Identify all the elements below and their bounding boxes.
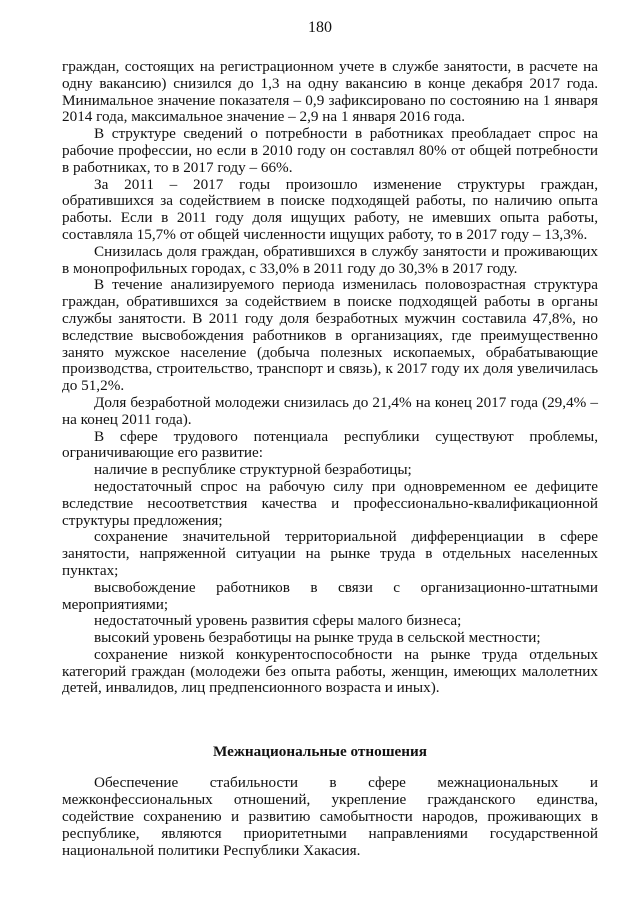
section-text xyxy=(62,774,598,859)
section-paragraph: Обеспечение стабильности в сфере межнациональных и межконфессиональных отношений, укрепление гражданского единства, содействие сохранению и развитию самобытности народов, проживающих в республике, являются приоритетными направлениями государственной национальной политики Республики Хакасия. xyxy=(62,774,598,859)
problem-item-competitiveness: сохранение низкой конкурентоспособности на рынке труда отдельных категорий граждан (молодежи без опыта работы, женщин, имеющих малолетних детей, инвалидов, лиц предпенсионного возраста и иных). xyxy=(62,645,598,697)
paragraph-monotowns: Снизилась доля граждан, обратившихся в службу занятости и проживающих в монопрофильных городах, с 33,0% в 2011 году до 30,3% в 2017 году. xyxy=(62,242,598,277)
problem-item-layoffs: высвобождение работников в связи с организационно-штатными мероприятиями; xyxy=(62,578,598,613)
body-text xyxy=(62,59,598,697)
paragraph-continuation: граждан, состоящих на регистрационном учете в службе занятости, в расчете на одну вакансию) снизился до 1,3 на одну вакансию в конце декабря 2017 года. Минимальное значение показателя – 0,9 зафиксировано по состоянию на 1 января 2014 года, максимальное значение – 2,9 на 1 января 2016 года. xyxy=(62,58,598,126)
paragraph-age-gender: В течение анализируемого периода изменилась половозрастная структура граждан, обратившихся за содействием в поиске подходящей работы в органы службы занятости. В 2011 году доля безработных мужчин составила 47,8%, но вследствие высвобождения работников в организациях, где преимущественно занято мужское население (добыча полезных ископаемых, обрабатывающие производства, строительство, транспорт и связь), к 2017 году их доля увеличилась до 51,2%. xyxy=(62,276,598,395)
paragraph-problems-intro: В сфере трудового потенциала республики существуют проблемы, ограничивающие его развитие: xyxy=(62,427,598,462)
problem-item-rural-unemployment: высокий уровень безработицы на рынке труда в сельской местности; xyxy=(94,629,541,647)
problem-item-labor-demand: недостаточный спрос на рабочую силу при одновременном ее дефиците вследствие несоответствия качества и профессионально-квалификационной структуры предложения; xyxy=(62,477,598,529)
page-number: 180 xyxy=(308,19,332,36)
paragraph-experience-structure: За 2011 – 2017 годы произошло изменение структуры граждан, обратившихся за содействием в поиске подходящей работы, по наличию опыта работы. Если в 2011 году доля ищущих работу, не имевших опыта работы, составляла 15,7% от общей численности ищущих работу, то в 2017 году – 13,3%. xyxy=(62,175,598,243)
problem-item-territorial-differentiation: сохранение значительной территориальной дифференциации в сфере занятости, напряженной ситуации на рынке труда в отдельных населенных пунктах; xyxy=(62,528,598,579)
paragraph-demand-structure: В структуре сведений о потребности в работниках преобладает спрос на рабочие профессии, но если в 2010 году он составлял 80% от общей потребности в работниках, то в 2017 году – 66%. xyxy=(62,125,598,176)
problem-item-structural-unemployment: наличие в республике структурной безработицы; xyxy=(94,461,412,479)
section-heading: Межнациональные отношения xyxy=(213,743,427,760)
paragraph-youth: Доля безработной молодежи снизилась до 21,4% на конец 2017 года (29,4% – на конец 2011 года). xyxy=(62,393,598,428)
problem-item-small-business: недостаточный уровень развития сферы малого бизнеса; xyxy=(94,612,462,630)
